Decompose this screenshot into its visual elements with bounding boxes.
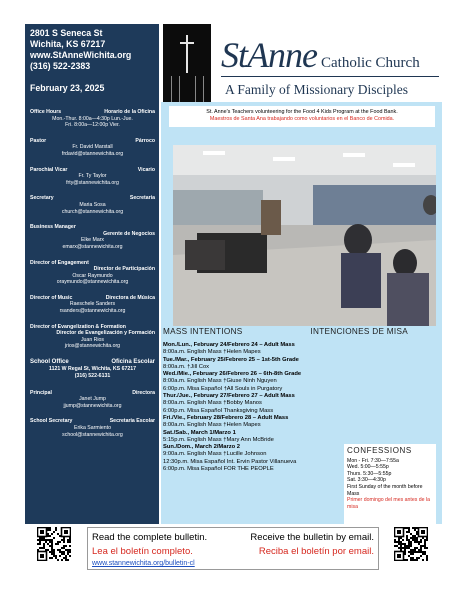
mass-intentions-title-en: MASS INTENTIONS: [163, 327, 243, 336]
staff-email[interactable]: rsanders@stannewichita.org: [59, 308, 126, 315]
mass-intention-line: 8:00a.m. †Jill Cox: [163, 363, 210, 370]
office-hours: [30, 109, 155, 129]
role-es: Secretaria: [129, 195, 155, 202]
header-divider: [221, 76, 439, 77]
staff-email[interactable]: church@stannewichita.org: [61, 208, 124, 215]
role-es: Director de Evangelización y Formación: [56, 330, 155, 337]
mass-intention-line: 8:00a.m. English Mass †Giuse Ninh Nguyen: [163, 378, 277, 385]
mass-intention-line: 9:00a.m. English Mass †Lucille Johnson: [163, 451, 267, 458]
staff-name: Erika Sarmiento: [74, 425, 111, 432]
office-hours-line: Mon.-Thur. 8:00a—4:30p Lun.-Jue.: [52, 115, 133, 122]
bulletin-footer: [87, 527, 379, 570]
staff-name: Raeschele Sanders: [69, 301, 116, 308]
staff-name: Maria Sosa: [79, 201, 106, 208]
church-name-rest: Catholic Church: [320, 55, 420, 71]
mass-day-heading: Thur./Jue., February 27/Febrero 27 – Adult Mass: [163, 393, 295, 400]
read-bulletin-es: Lea el boletín completo.: [92, 546, 193, 557]
confessions-es: Primer domingo del mes antes de la misa: [347, 497, 431, 510]
phone: (316) 522-2383: [30, 61, 91, 71]
staff-email[interactable]: frty@stannewichita.org: [66, 179, 119, 186]
confession-time: Sat. 3:30—4:30p: [347, 477, 386, 484]
mass-intentions-list: [163, 342, 343, 473]
mass-intention-line: 6:00p.m. Misa Español Thanksgiving Mass: [163, 407, 274, 414]
mass-day-heading: Sat./Sab., March 1/Marzo 1: [163, 429, 236, 436]
role-es: Vicario: [137, 166, 155, 173]
cross-logo-icon: [163, 24, 211, 102]
church-wordmark: [221, 34, 420, 76]
qr-code-icon[interactable]: [394, 527, 428, 561]
mass-intention-line: 8:00a.m. English Mass †Helen Mapes: [163, 422, 261, 429]
mass-intentions-title-es: INTENCIONES DE MISA: [310, 327, 408, 336]
staff-name: Fr. Ty Taylor: [78, 173, 107, 180]
photo-caption: [169, 106, 435, 127]
read-bulletin-en: Read the complete bulletin.: [92, 532, 208, 543]
caption-es: Maestros de Santa Ana trabajando como voluntarios en el Banco de Comida.: [209, 116, 395, 122]
mass-intention-line: 8:00a.m. English Mass †Bobby Manos: [163, 400, 262, 407]
role-en: Principal: [30, 389, 52, 396]
church-name-script: StAnne: [221, 35, 317, 75]
role-es: Párroco: [135, 137, 155, 144]
staff-email[interactable]: oraymundo@stannewichita.org: [56, 279, 129, 286]
qr-code-icon[interactable]: [37, 527, 71, 561]
mass-day-heading: Mon./Lun., February 24/Febrero 24 – Adult Mass: [163, 342, 295, 348]
website[interactable]: www.StAnneWichita.org: [30, 50, 132, 60]
role-es: Directora de Música: [105, 294, 155, 301]
mass-intention-line: 12:30p.m. Misa Español Int. Ervin Pastor Villanueva: [163, 458, 297, 465]
church-header: [161, 24, 442, 102]
staff-email[interactable]: emarx@stannewichita.org: [62, 243, 123, 250]
staff-name: Elke Marx: [80, 237, 105, 244]
school-office-block: [30, 359, 155, 381]
staff-name: Fr. David Marstall: [72, 144, 113, 151]
staff-name: Oscar Raymundo: [72, 272, 113, 279]
role-es: Directora: [132, 389, 155, 396]
office-hours-label-en: Office Hours: [30, 109, 62, 115]
role-es: Secretaria Escolar: [109, 418, 155, 425]
engagement-block: [30, 260, 155, 286]
role-en: Director of Evangelization & Formation: [30, 323, 126, 330]
mass-intentions-title: [163, 327, 442, 336]
staff-email[interactable]: jjump@stannewichita.org: [63, 402, 122, 409]
role-en: School Secretary: [30, 418, 73, 425]
principal-block: [30, 390, 155, 410]
mass-intention-line: 6:00p.m. Misa Español FOR THE PEOPLE: [163, 466, 274, 473]
music-block: [30, 295, 155, 315]
confession-time: Mon - Fri. 7:30—7:55a: [347, 457, 399, 464]
confession-time: Thurs. 5:30—5:55p: [347, 470, 392, 477]
role-en: Secretary: [30, 195, 54, 202]
role-en: Pastor: [30, 137, 47, 144]
confessions-title: CONFESSIONS: [347, 446, 412, 455]
mass-intention-line: 8:00a.m. English Mass †Helen Mapes: [163, 349, 261, 356]
role-es: Oficina Escolar: [111, 359, 155, 366]
role-en: School Office: [30, 359, 69, 366]
secretary-block: [30, 195, 155, 215]
school-phone: (316) 522-6131: [74, 373, 111, 380]
role-es: Gerente de Negocios: [103, 230, 155, 237]
confession-times: [347, 458, 434, 498]
business-manager-block: [30, 224, 155, 250]
street-address: 2801 S Seneca St: [30, 28, 103, 38]
email-bulletin-en: Receive the bulletin by email.: [250, 532, 374, 543]
bulletin-link[interactable]: www.stannewichita.org/bulletin-cl: [92, 560, 195, 567]
role-en: Business Manager: [30, 224, 76, 231]
mass-day-heading: Wed./Mie., February 26/Febrero 26 – 6th-8th Grade: [163, 371, 302, 378]
pastor-block: [30, 138, 155, 158]
staff-email[interactable]: school@stannewichita.org: [62, 431, 123, 438]
office-hours-line: Fri. 8:00a—12:00p Vier.: [65, 122, 120, 129]
role-es: Director de Participación: [93, 266, 155, 273]
church-tagline: A Family of Missionary Disciples: [225, 82, 408, 97]
mass-day-heading: Fri./Vie., February 28/Febrero 28 – Adult Mass: [163, 414, 289, 421]
office-hours-label-es: Horario de la Oficina: [104, 109, 155, 115]
food-bank-photo-illustration: [173, 145, 436, 326]
school-address: 1121 W Regal St, Wichita, KS 67217: [48, 366, 137, 373]
qr-code-pattern: [37, 527, 71, 561]
role-en: Parochial Vicar: [30, 166, 68, 173]
staff-email[interactable]: jrios@stannewichita.org: [64, 343, 121, 350]
role-en: Director of Engagement: [30, 259, 89, 266]
parish-info-sidebar: [25, 24, 159, 524]
city-state-zip: Wichita, KS 67217: [30, 39, 106, 49]
evangelization-block: [30, 324, 155, 350]
content-panel: [161, 102, 442, 524]
school-secretary-block: [30, 418, 155, 438]
staff-email[interactable]: frdavid@stannewichita.org: [61, 150, 124, 157]
role-en: Director of Music: [30, 294, 73, 301]
mass-day-heading: Tue./Mar., February 25/Febrero 25 – 1st-5th Grade: [163, 356, 299, 363]
mass-intention-line: 5:15p.m. English Mass †Mary Ann McBride: [163, 436, 274, 443]
qr-code-pattern: [394, 527, 428, 561]
food-bank-photo: [173, 145, 436, 326]
confession-time: Wed. 5:00—5:55p: [347, 464, 389, 471]
caption-en: St. Anne's Teachers volunteering for the Food 4 Kids Program at the Food Bank.: [206, 109, 398, 115]
vicar-block: [30, 167, 155, 187]
bulletin-date: February 23, 2025: [30, 83, 105, 93]
mass-day-heading: Sun./Dom., March 2/Marzo 2: [163, 444, 240, 451]
confession-time: First Sunday of the month before Mass: [347, 483, 423, 497]
mass-intention-line: 6:00p.m. Misa Español †All Souls in Purgatory: [163, 385, 283, 392]
confessions-box: [344, 444, 436, 524]
staff-name: Juan Rios: [80, 336, 105, 343]
staff-name: Janet Jump: [79, 396, 106, 403]
email-bulletin-es: Reciba el boletín por email.: [258, 546, 374, 557]
